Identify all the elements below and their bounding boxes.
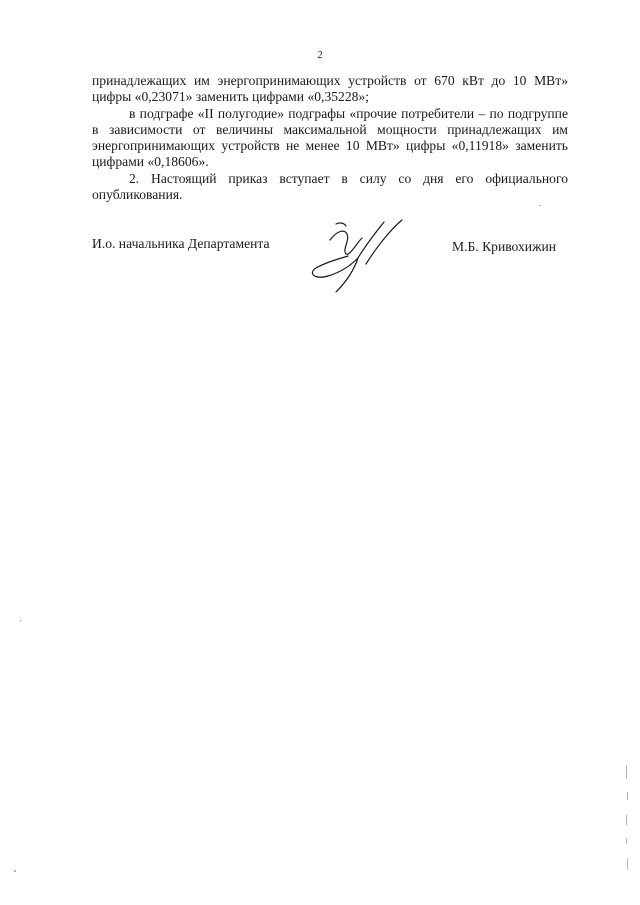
paragraph-continuation: принадлежащих им энергопринимающих устройств от 670 кВт до 10 МВт» цифры «0,23071» заменить цифрами «0,35228»; bbox=[92, 73, 568, 105]
scan-speck bbox=[20, 620, 21, 622]
paragraph-effective-date: 2. Настоящий приказ вступает в силу со дня его официального опубликования. bbox=[92, 170, 568, 203]
scan-speck bbox=[627, 792, 628, 800]
scan-speck bbox=[539, 205, 541, 206]
scan-speck bbox=[626, 765, 627, 779]
signatory-position: И.о. начальника Департамента bbox=[92, 236, 270, 251]
paragraph-second-half-year: в подграфе «II полугодие» подграфы «прочие потребители – по подгруппе в зависимости от величины максимальной мощности принадлежащих им энергопринимающих устройств не менее 10 МВт» цифры «0,11918» заменить цифрами «0,18606». bbox=[92, 105, 568, 170]
scan-speck bbox=[626, 838, 627, 844]
handwritten-signature bbox=[306, 218, 406, 294]
signer-name: М.Б. Кривохижин bbox=[452, 239, 557, 254]
scan-speck bbox=[626, 815, 627, 825]
document-body bbox=[92, 73, 568, 203]
scan-speck bbox=[627, 858, 628, 870]
scan-speck bbox=[14, 870, 16, 872]
page-number: 2 bbox=[317, 49, 323, 61]
